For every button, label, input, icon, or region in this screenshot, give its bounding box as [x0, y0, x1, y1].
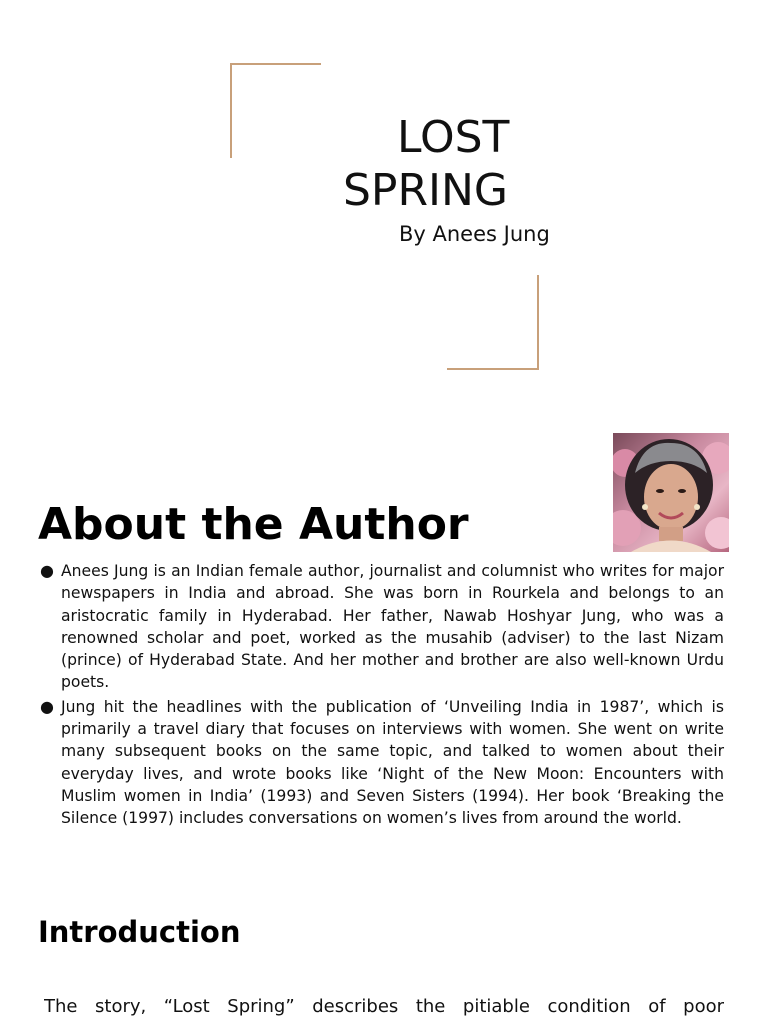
author-portrait-image: [613, 433, 729, 552]
bullet-icon: ●: [40, 696, 54, 716]
frame-corner-top-left-horizontal: [230, 63, 321, 65]
introduction-heading: Introduction: [38, 915, 241, 949]
frame-corner-top-left-vertical: [230, 63, 232, 158]
bullet-text: Anees Jung is an Indian female author, journalist and columnist who writes for major newspapers in India and abroad. She was born in Rourkela and belongs to an aristocratic family in Hyderabad. Her father, Nawab Hoshyar Jung, who was a renowned scholar and poet, worked as the musahib (adviser) to the last Nizam (prince) of Hyderabad State. And her mother and brother are also well-known Urdu poets.: [61, 562, 724, 692]
author-bullet-list: [40, 560, 724, 832]
bullet-icon: ●: [40, 561, 54, 580]
frame-corner-bottom-right-horizontal: [447, 368, 539, 370]
author-portrait: [613, 433, 729, 552]
list-item: [40, 560, 724, 694]
about-author-heading: About the Author: [38, 499, 469, 550]
author-byline: By Anees Jung: [399, 222, 550, 246]
title-line-2: SPRING: [343, 165, 509, 216]
list-item: [40, 696, 724, 830]
frame-corner-bottom-right-vertical: [537, 275, 539, 370]
title-line-1: LOST: [397, 112, 510, 163]
introduction-text: The story, “Lost Spring” describes the pitiable condition of poor: [44, 996, 724, 1017]
bullet-text: Jung hit the headlines with the publication of ‘Unveiling India in 1987’, which is primarily a travel diary that focuses on interviews with women. She went on write many subsequent books on the same topic, and talked to women about their everyday lives, and wrote books like ‘Night of the New Moon: Encounters with Muslim women in India’ (1993) and Seven Sisters (1994). Her book ‘Breaking the Silence (1997) includes conversations on women’s lives from around the world.: [61, 697, 724, 828]
